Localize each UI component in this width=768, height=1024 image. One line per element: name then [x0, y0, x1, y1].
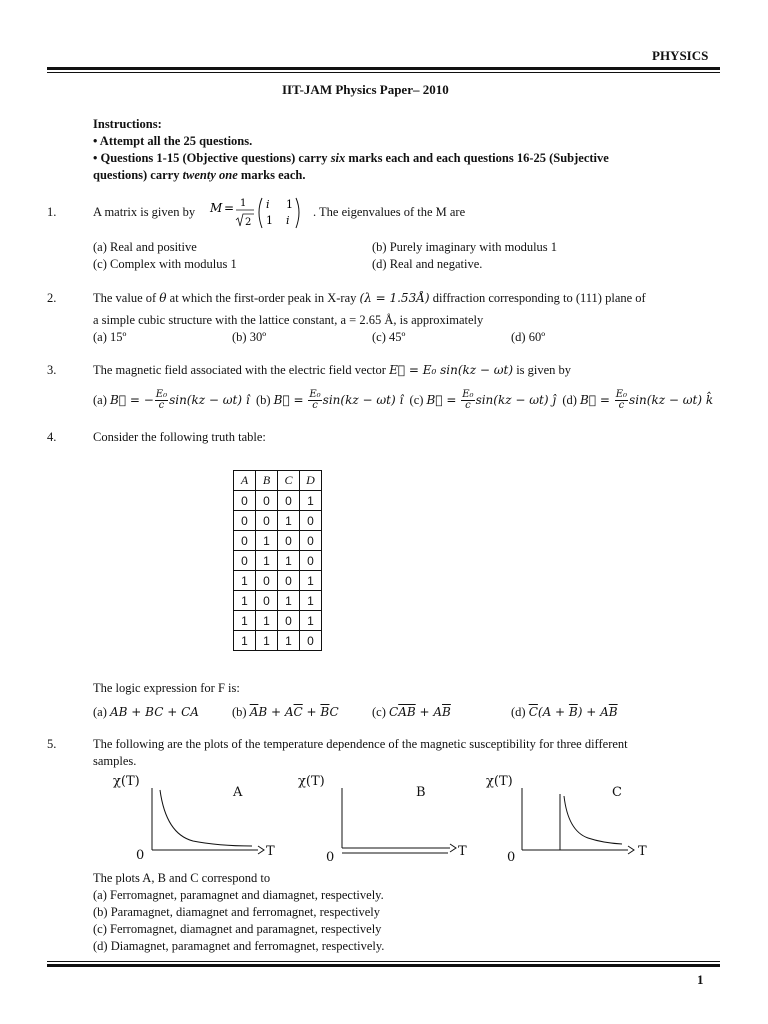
header-cell: C	[278, 471, 300, 491]
instruction-line-1: • Attempt all the 25 questions.	[93, 134, 253, 148]
q4-option-d	[511, 705, 618, 720]
table-cell: 0	[300, 631, 322, 651]
instruction-text: marks each and each questions 16-25 (Subjective	[345, 151, 609, 165]
header-cell: B	[256, 471, 278, 491]
q2-text: at which the first-order peak in X-ray	[166, 291, 360, 305]
table-cell: 0	[256, 491, 278, 511]
table-row	[234, 511, 322, 531]
plot-b-graph	[338, 786, 460, 858]
q3-number: 3.	[47, 363, 57, 377]
plot-a-name: A	[233, 785, 243, 800]
table-row	[234, 551, 322, 571]
table-cell: 0	[300, 511, 322, 531]
table-row	[234, 631, 322, 651]
table-cell: 0	[256, 591, 278, 611]
instruction-emph: six	[330, 151, 346, 165]
q3-option-d-expr: B⃗ = $\frac{\text{E₀}}{c}$ sin(kz − ωt) k̂	[580, 389, 714, 411]
q4-logic-text: The logic expression for F is:	[93, 681, 240, 695]
q5-option-d: (d) Diamagnet, paramagnet and ferromagnet, respectively.	[93, 939, 385, 953]
q2-text: diffraction corresponding to (111) plane of	[429, 291, 646, 305]
q3-text: The magnetic field associated with the electric field vector	[93, 363, 390, 377]
svg-text:1: 1	[266, 214, 273, 227]
svg-text:1: 1	[286, 198, 293, 211]
q3-option-a-label: (a)	[93, 393, 107, 407]
svg-text:i: i	[266, 198, 270, 211]
plot-b-origin: 0	[326, 850, 335, 865]
table-cell: 1	[256, 531, 278, 551]
q3-options	[93, 390, 713, 411]
plot-c-ylabel: χ(T)	[486, 774, 513, 789]
table-cell: 0	[278, 531, 300, 551]
q4-option-d-label: (d)	[511, 705, 526, 719]
plot-c-origin: 0	[507, 850, 516, 865]
table-row	[234, 591, 322, 611]
plot-b-ylabel: χ(T)	[298, 774, 325, 789]
q2-line-2: a simple cubic structure with the lattice constant, a = 2.65 Å, is approximately	[93, 313, 484, 327]
instruction-emph: twenty one	[182, 168, 238, 182]
table-cell: 1	[300, 591, 322, 611]
bottom-rule-thin	[47, 961, 720, 962]
table-cell: 1	[234, 611, 256, 631]
q1-option-d: (d) Real and negative.	[372, 257, 483, 271]
instruction-text: • Questions 1-15 (Objective questions) carry	[93, 151, 331, 165]
q2-line-1	[93, 291, 646, 306]
bottom-rule-thick	[47, 964, 720, 967]
instruction-text: questions) carry	[93, 168, 183, 182]
table-cell: 0	[278, 611, 300, 631]
q1-option-b: (b) Purely imaginary with modulus 1	[372, 240, 558, 254]
table-cell: 1	[234, 591, 256, 611]
plot-c-arrow	[628, 846, 634, 854]
q5-number: 5.	[47, 737, 57, 751]
table-cell: 0	[234, 531, 256, 551]
theta-symbol: θ	[159, 291, 167, 305]
q4-option-d-expr: $\overline{C}(A + \overline{B}) + A\overline{B}$	[528, 705, 618, 719]
q2-number: 2.	[47, 291, 57, 305]
q3-option-d-label: (d)	[562, 393, 577, 407]
q4-options	[93, 705, 199, 720]
q3-text: is given by	[513, 363, 572, 377]
table-cell: 1	[300, 571, 322, 591]
paper-title: IIT-JAM Physics Paper– 2010	[282, 82, 449, 97]
q1-number: 1.	[47, 205, 57, 219]
svg-text:i: i	[286, 214, 290, 227]
table-cell: 0	[300, 531, 322, 551]
table-cell: 0	[256, 571, 278, 591]
q2-text: The value of	[93, 291, 160, 305]
plot-a-graph	[148, 786, 268, 856]
q1-matrix	[208, 194, 313, 234]
plot-b-name: B	[416, 785, 426, 800]
q4-option-a-expr: AB + BC + CA	[110, 705, 199, 719]
table-cell: 1	[300, 491, 322, 511]
plot-b-arrow	[450, 844, 456, 852]
q3-option-b-label: (b)	[255, 393, 271, 407]
q4-number: 4.	[47, 430, 57, 444]
q4-option-a-label: (a)	[93, 705, 107, 719]
plot-a-ylabel: χ(T)	[113, 774, 140, 789]
q5-option-b: (b) Paramagnet, diamagnet and ferromagnet, respectively	[93, 905, 381, 919]
header-cell: D	[300, 471, 322, 491]
table-cell: 0	[256, 511, 278, 531]
table-cell: 1	[278, 511, 300, 531]
svg-text:2: 2	[245, 217, 252, 228]
truth-table	[233, 470, 322, 651]
header-cell: A	[234, 471, 256, 491]
q4-text: Consider the following truth table:	[93, 430, 266, 444]
table-cell: 1	[234, 631, 256, 651]
q4-option-b-label: (b)	[232, 705, 247, 719]
table-cell: 1	[300, 611, 322, 631]
q3-option-a-expr: B⃗ = − $\frac{\text{E₀}}{c}$ sin(kz − ωt) î	[110, 389, 250, 411]
q2-wavelength: (λ = 1.53Å)	[359, 291, 430, 305]
table-row	[234, 531, 322, 551]
plot-c-name: C	[612, 785, 622, 800]
instructions-heading: Instructions:	[93, 117, 162, 131]
table-cell: 0	[278, 491, 300, 511]
q3-option-c-label: (c)	[409, 393, 424, 407]
table-cell: 0	[278, 571, 300, 591]
table-cell: 1	[256, 611, 278, 631]
q3-efield: E⃗ = E₀ sin(kz − ωt)	[389, 363, 514, 377]
q2-option-a: (a) 15º	[93, 330, 127, 344]
instruction-line-2	[93, 151, 609, 166]
top-rule-thin	[47, 72, 720, 73]
table-cell: 0	[234, 491, 256, 511]
table-cell: 0	[234, 511, 256, 531]
table-cell: 0	[300, 551, 322, 571]
q5-option-c: (c) Ferromagnet, diamagnet and paramagnet, respectively	[93, 922, 382, 936]
plot-c-curve	[564, 796, 622, 844]
svg-text:1: 1	[240, 198, 247, 209]
table-row	[234, 491, 322, 511]
q2-option-d: (d) 60º	[511, 330, 546, 344]
instruction-line-3	[93, 168, 306, 183]
q4-option-c	[372, 705, 451, 720]
q5-option-a: (a) Ferromagnet, paramagnet and diamagnet, respectively.	[93, 888, 384, 902]
table-cell: 1	[234, 571, 256, 591]
q2-option-c: (c) 45º	[372, 330, 406, 344]
table-row	[234, 571, 322, 591]
q1-text-b: . The eigenvalues of the M are	[313, 205, 466, 219]
svg-text:M: M	[210, 201, 223, 215]
page-number: 1	[697, 972, 704, 987]
svg-text:=: =	[224, 201, 235, 215]
q4-option-b-expr: $\overline{A}B + A\overline{C} + \overline{B}C$	[249, 705, 339, 719]
table-row	[234, 611, 322, 631]
table-cell: 1	[256, 551, 278, 571]
top-rule-thick	[47, 67, 720, 70]
plot-a-xlabel: T	[266, 844, 275, 859]
table-cell: 1	[278, 631, 300, 651]
plot-a-curve	[160, 790, 252, 846]
table-cell: 1	[256, 631, 278, 651]
q3-option-b-expr: B⃗ = $\frac{\text{E₀}}{c}$ sin(kz − ωt) î	[273, 389, 404, 411]
q1-option-c: (c) Complex with modulus 1	[93, 257, 237, 271]
table-cell: 1	[278, 551, 300, 571]
q5-text-1: The following are the plots of the temperature dependence of the magnetic susceptibility for three different	[93, 737, 628, 751]
subject-header: PHYSICS	[652, 48, 709, 63]
q5-text-2: samples.	[93, 754, 137, 768]
q4-option-c-label: (c)	[372, 705, 386, 719]
q1-text-a: A matrix is given by	[93, 205, 196, 219]
q3-line	[93, 363, 571, 378]
table-cell: 1	[278, 591, 300, 611]
table-cell: 0	[234, 551, 256, 571]
plot-a-origin: 0	[136, 848, 145, 863]
plot-a-arrow	[258, 846, 264, 854]
q1-option-a: (a) Real and positive	[93, 240, 197, 254]
q4-option-b	[232, 705, 339, 720]
q4-option-c-expr: $C\overline{AB} + A\overline{B}$	[389, 705, 451, 719]
truth-table-header	[234, 471, 322, 491]
q5-correspond-text: The plots A, B and C correspond to	[93, 871, 271, 885]
q3-option-c-expr: B⃗ = $\frac{\text{E₀}}{c}$ sin(kz − ωt) ĵ	[426, 389, 557, 411]
instruction-text: marks each.	[237, 168, 306, 182]
plot-c-xlabel: T	[638, 844, 647, 859]
plot-b-xlabel: T	[458, 844, 467, 859]
plot-c-graph	[518, 786, 638, 856]
q2-option-b: (b) 30º	[232, 330, 267, 344]
